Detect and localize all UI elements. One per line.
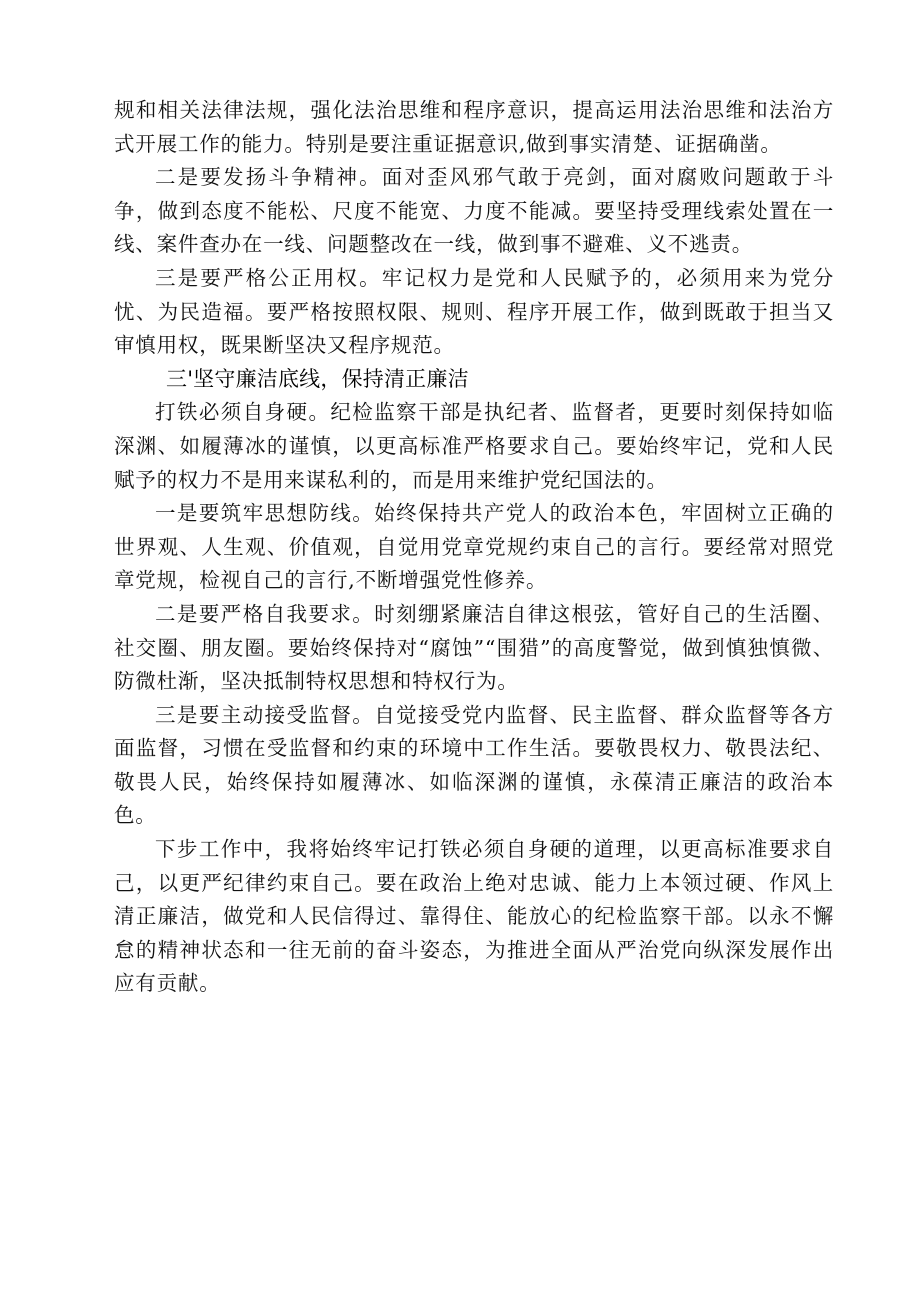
paragraph-strict-self-requirement: 二是要严格自我要求。时刻绷紧廉洁自律这根弦，管好自己的生活圈、社交圈、朋友圈。要始终保持对“腐蚀”“围猎”的高度警觉，做到慎独慎微、防微杜渐，坚决抵制特权思想和特权行为。 (114, 601, 834, 694)
document-page (114, 94, 834, 1001)
paragraph-self-discipline-intro: 打铁必须自身硬。纪检监察干部是执纪者、监督者，更要时刻保持如临深渊、如履薄冰的谨慎，以更高标准严格要求自己。要始终牢记，党和人民赋予的权力不是用来谋私利的，而是用来维护党纪国法的。 (114, 400, 834, 492)
paragraph-ideological-defense: 一是要筑牢思想防线。始终保持共产党人的政治本色，牢固树立正确的世界观、人生观、价值观，自觉用党章党规约束自己的言行。要经常对照党章党规，检视自己的言行,不断增强党性修养。 (114, 501, 834, 593)
paragraph-conclusion: 下步工作中，我将始终牢记打铁必须自身硬的道理，以更高标准要求自己，以更严纪律约束自己。要在政治上绝对忠诚、能力上本领过硬、作风上清正廉洁，做党和人民信得过、靠得住、能放心的纪检监察干部。以永不懈怠的精神状态和一往无前的奋斗姿态，为推进全面从严治党向纵深发展作出应有贡献。 (114, 837, 834, 996)
section-heading: 三'坚守廉洁底线，保持清正廉洁 (166, 366, 469, 391)
paragraph-fighting-spirit: 二是要发扬斗争精神。面对歪风邪气敢于亮剑，面对腐败问题敢于斗争，做到态度不能松、尺度不能宽、力度不能减。要坚持受理线索处置在一线、案件查办在一线、问题整改在一线，做到事不避难、义不逃责。 (114, 165, 834, 257)
paragraph-continuation: 规和相关法律法规，强化法治思维和程序意识，提高运用法治思维和法治方式开展工作的能力。特别是要注重证据意识,做到事实清楚、证据确凿。 (114, 98, 834, 156)
paragraph-accept-supervision: 三是要主动接受监督。自觉接受党内监督、民主监督、群众监督等各方面监督，习惯在受监督和约束的环境中工作生活。要敬畏权力、敬畏法纪、敬畏人民，始终保持如履薄冰、如临深渊的谨慎，永葆清正廉洁的政治本色。 (114, 702, 834, 828)
paragraph-fair-power: 三是要严格公正用权。牢记权力是党和人民赋予的，必须用来为党分忧、为民造福。要严格按照权限、规则、程序开展工作，做到既敢于担当又审慎用权，既果断坚决又程序规范。 (114, 265, 834, 358)
